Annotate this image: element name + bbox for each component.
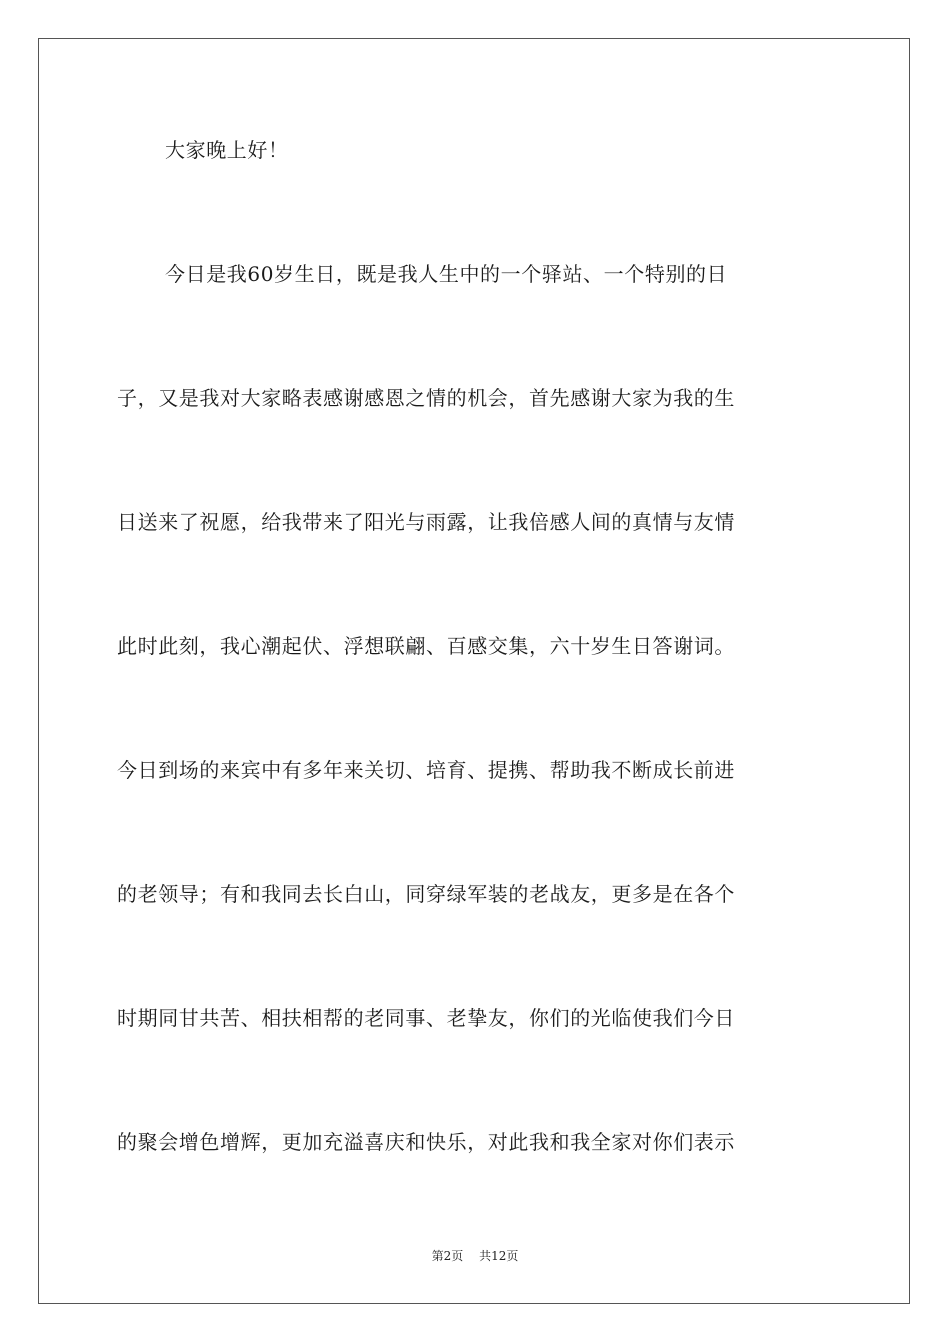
text-line: 大家晚上好！ [165,138,289,162]
text-line: 今日是我60岁生日，既是我人生中的一个驿站、一个特别的日 [165,262,728,286]
text-line: 的聚会增色增辉，更加充溢喜庆和快乐，对此我和我全家对你们表示 [117,1130,735,1154]
page-footer [0,1248,950,1264]
text-line: 日送来了祝愿，给我带来了阳光与雨露，让我倍感人间的真情与友情 [117,510,735,534]
text-line: 此时此刻，我心潮起伏、浮想联翩、百感交集，六十岁生日答谢词。 [117,634,735,658]
page-number: 第2页 [431,1249,464,1263]
text-line: 子，又是我对大家略表感谢感恩之情的机会，首先感谢大家为我的生 [117,386,735,410]
text-line: 的老领导；有和我同去长白山，同穿绿军装的老战友，更多是在各个 [117,882,735,906]
text-line: 今日到场的来宾中有多年来关切、培育、提携、帮助我不断成长前进 [117,758,735,782]
text-line: 时期同甘共苦、相扶相帮的老同事、老挚友，你们的光临使我们今日 [117,1006,735,1030]
page-border [38,38,910,1304]
page-total: 共12页 [479,1249,519,1263]
